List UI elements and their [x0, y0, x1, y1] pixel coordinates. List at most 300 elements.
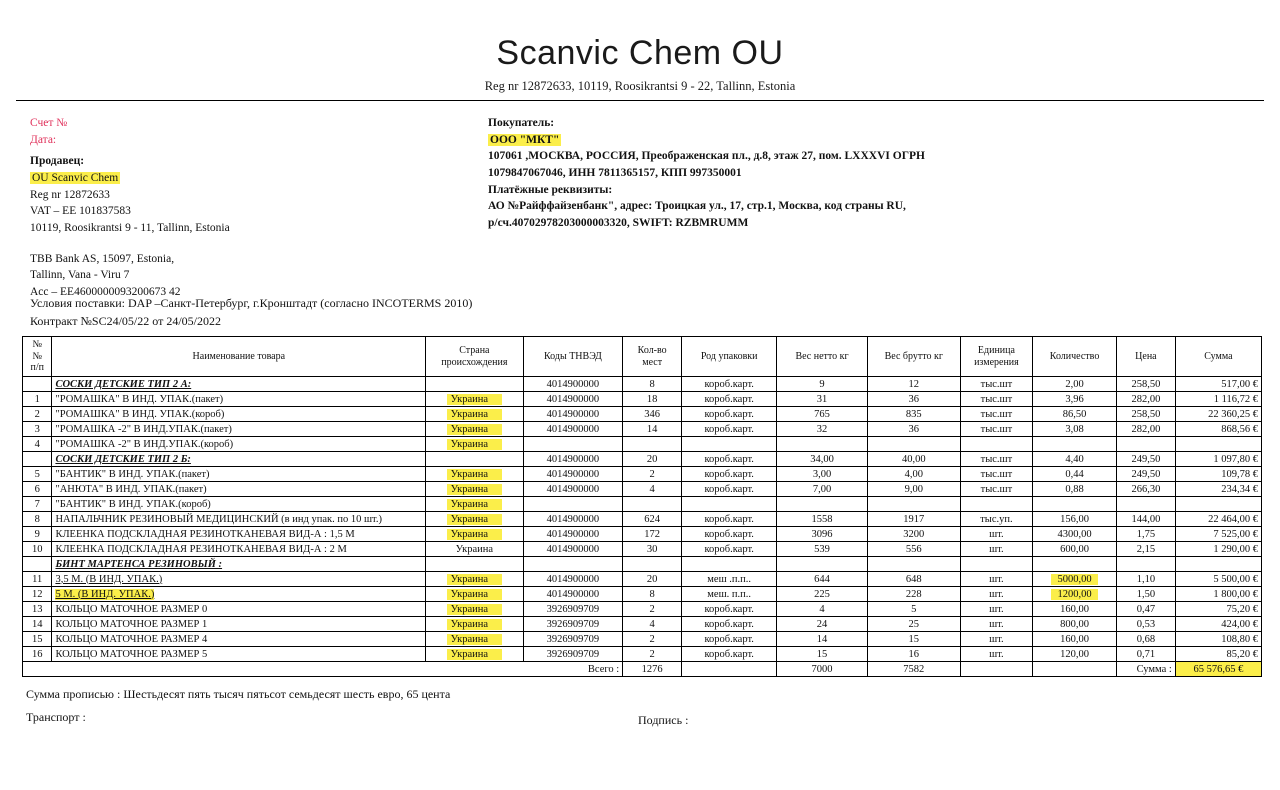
cell-quantity — [1033, 497, 1117, 512]
cell-quantity: 0,88 — [1033, 482, 1117, 497]
cell-price — [1116, 557, 1175, 572]
cell-price: 249,50 — [1116, 467, 1175, 482]
cell-price: 249,50 — [1116, 452, 1175, 467]
cell-sum: 5 500,00 € — [1175, 572, 1261, 587]
table-row — [23, 587, 1262, 602]
cell-net-weight — [777, 497, 868, 512]
cell-no — [23, 452, 52, 467]
table-row — [23, 572, 1262, 587]
cell-gross-weight: 228 — [867, 587, 960, 602]
cell-package — [682, 497, 777, 512]
cell-package: короб.карт. — [682, 392, 777, 407]
cell-gross-weight: 9,00 — [867, 482, 960, 497]
cell-package: короб.карт. — [682, 542, 777, 557]
table-row — [23, 452, 1262, 467]
cell-unit: тыс.шт — [960, 407, 1032, 422]
seller-column — [30, 115, 460, 301]
cell-quantity: 86,50 — [1033, 407, 1117, 422]
cell-country: Украина — [426, 422, 523, 437]
cell-package: короб.карт. — [682, 647, 777, 662]
cell-places: 4 — [623, 617, 682, 632]
cell-places: 346 — [623, 407, 682, 422]
cell-country: Украина — [426, 392, 523, 407]
cell-quantity: 800,00 — [1033, 617, 1117, 632]
cell-name: БИНТ МАРТЕНСА РЕЗИНОВЫЙ : — [52, 557, 426, 572]
cell-quantity: 0,44 — [1033, 467, 1117, 482]
table-row — [23, 632, 1262, 647]
cell-sum — [1175, 437, 1261, 452]
cell-no: 16 — [23, 647, 52, 662]
cell-name: "АНЮТА" В ИНД. УПАК.(пакет) — [52, 482, 426, 497]
cell-hs-code — [523, 437, 623, 452]
cell-sum: 1 116,72 € — [1175, 392, 1261, 407]
cell-quantity: 5000,00 — [1033, 572, 1117, 587]
cell-unit — [960, 437, 1032, 452]
cell-net-weight: 225 — [777, 587, 868, 602]
totals-places: 1276 — [623, 662, 682, 677]
parties-block — [0, 115, 1280, 299]
cell-no: 11 — [23, 572, 52, 587]
cell-gross-weight: 36 — [867, 422, 960, 437]
table-header-row — [23, 337, 1262, 377]
col-name: Наименование товара — [52, 337, 426, 377]
cell-quantity: 160,00 — [1033, 602, 1117, 617]
cell-sum: 108,80 € — [1175, 632, 1261, 647]
cell-hs-code: 4014900000 — [523, 392, 623, 407]
cell-price: 1,10 — [1116, 572, 1175, 587]
cell-quantity: 3,96 — [1033, 392, 1117, 407]
cell-package: короб.карт. — [682, 512, 777, 527]
cell-no — [23, 377, 52, 392]
cell-gross-weight: 40,00 — [867, 452, 960, 467]
seller-address: 10119, Roosikrantsi 9 - 11, Tallinn, Estonia — [30, 222, 230, 235]
cell-country: Украина — [426, 632, 523, 647]
seller-name: OU Scanvic Chem — [32, 172, 119, 185]
cell-price: 2,15 — [1116, 542, 1175, 557]
cell-price: 266,30 — [1116, 482, 1175, 497]
col-sum: Сумма — [1175, 337, 1261, 377]
cell-quantity — [1033, 557, 1117, 572]
table-row — [23, 422, 1262, 437]
cell-country — [426, 452, 523, 467]
cell-places: 4 — [623, 482, 682, 497]
cell-places: 172 — [623, 527, 682, 542]
cell-name: 3,5 М. (В ИНД. УПАК.) — [52, 572, 426, 587]
cell-unit: шт. — [960, 632, 1032, 647]
cell-gross-weight: 1917 — [867, 512, 960, 527]
cell-name: КОЛЬЦО МАТОЧНОЕ РАЗМЕР 4 — [52, 632, 426, 647]
cell-no: 7 — [23, 497, 52, 512]
table-row — [23, 407, 1262, 422]
cell-country: Украина — [426, 482, 523, 497]
cell-hs-code: 4014900000 — [523, 467, 623, 482]
cell-name: "БАНТИК" В ИНД. УПАК.(короб) — [52, 497, 426, 512]
cell-name: КЛЕЕНКА ПОДСКЛАДНАЯ РЕЗИНОТКАНЕВАЯ ВИД-А : 1,5 М — [52, 527, 426, 542]
cell-price — [1116, 497, 1175, 512]
cell-unit: шт. — [960, 527, 1032, 542]
cell-name: "РОМАШКА -2" В ИНД.УПАК.(короб) — [52, 437, 426, 452]
cell-country: Украина — [426, 617, 523, 632]
cell-gross-weight — [867, 437, 960, 452]
cell-price — [1116, 437, 1175, 452]
cell-name: КЛЕЕНКА ПОДСКЛАДНАЯ РЕЗИНОТКАНЕВАЯ ВИД-А : 2 М — [52, 542, 426, 557]
cell-gross-weight: 15 — [867, 632, 960, 647]
col-unit: Единица измерения — [960, 337, 1032, 377]
cell-package — [682, 437, 777, 452]
cell-net-weight: 14 — [777, 632, 868, 647]
cell-no: 10 — [23, 542, 52, 557]
seller-name-row — [30, 170, 460, 187]
cell-places: 20 — [623, 452, 682, 467]
buyer-name-row — [488, 132, 1248, 149]
cell-country: Украина — [426, 437, 523, 452]
buyer-bank-line-1: АО №Райффайзенбанк", адрес: Троицкая ул., 17, стр.1, Москва, код страны RU, — [488, 200, 906, 213]
cell-net-weight: 32 — [777, 422, 868, 437]
cell-no: 3 — [23, 422, 52, 437]
cell-gross-weight: 835 — [867, 407, 960, 422]
cell-quantity: 156,00 — [1033, 512, 1117, 527]
cell-sum: 22 464,00 € — [1175, 512, 1261, 527]
cell-price: 0,68 — [1116, 632, 1175, 647]
cell-price: 0,47 — [1116, 602, 1175, 617]
table-row — [23, 437, 1262, 452]
cell-hs-code — [523, 497, 623, 512]
col-price: Цена — [1116, 337, 1175, 377]
cell-sum: 85,20 € — [1175, 647, 1261, 662]
table-row — [23, 392, 1262, 407]
cell-quantity: 120,00 — [1033, 647, 1117, 662]
cell-name: КОЛЬЦО МАТОЧНОЕ РАЗМЕР 5 — [52, 647, 426, 662]
cell-net-weight — [777, 557, 868, 572]
buyer-address: 107061 ,МОСКВА, РОССИЯ, Преображенская пл., д.8, этаж 27, пом. LXXXVI ОГРН — [488, 150, 925, 163]
cell-country: Украина — [426, 587, 523, 602]
cell-package: короб.карт. — [682, 482, 777, 497]
table-row — [23, 467, 1262, 482]
cell-unit: тыс.шт — [960, 392, 1032, 407]
col-quantity: Количество — [1033, 337, 1117, 377]
cell-places: 8 — [623, 587, 682, 602]
cell-places: 2 — [623, 602, 682, 617]
cell-net-weight: 1558 — [777, 512, 868, 527]
cell-gross-weight — [867, 497, 960, 512]
table-row — [23, 647, 1262, 662]
cell-hs-code — [523, 557, 623, 572]
cell-price: 282,00 — [1116, 392, 1175, 407]
totals-net: 7000 — [777, 662, 868, 677]
invoice-date-label: Дата: — [30, 133, 57, 146]
cell-price: 144,00 — [1116, 512, 1175, 527]
col-country: Страна происхождения — [426, 337, 523, 377]
cell-net-weight: 644 — [777, 572, 868, 587]
cell-gross-weight: 5 — [867, 602, 960, 617]
cell-places — [623, 497, 682, 512]
cell-places: 20 — [623, 572, 682, 587]
cell-price: 258,50 — [1116, 377, 1175, 392]
cell-country — [426, 377, 523, 392]
cell-unit: тыс.уп. — [960, 512, 1032, 527]
buyer-payment-label: Платёжные реквизиты: — [488, 183, 613, 196]
cell-country: Украина — [426, 527, 523, 542]
table-row — [23, 527, 1262, 542]
cell-quantity: 2,00 — [1033, 377, 1117, 392]
cell-name: СОСКИ ДЕТСКИЕ ТИП 2 Б: — [52, 452, 426, 467]
contract-reference: Контракт №SC24/05/22 от 24/05/2022 — [30, 314, 222, 328]
cell-hs-code: 4014900000 — [523, 542, 623, 557]
cell-hs-code: 4014900000 — [523, 512, 623, 527]
table-row — [23, 377, 1262, 392]
cell-hs-code: 3926909709 — [523, 602, 623, 617]
items-table-wrapper — [22, 336, 1262, 677]
cell-unit: шт. — [960, 572, 1032, 587]
cell-name: "БАНТИК" В ИНД. УПАК.(пакет) — [52, 467, 426, 482]
cell-unit: шт. — [960, 542, 1032, 557]
cell-no: 6 — [23, 482, 52, 497]
cell-quantity: 4,40 — [1033, 452, 1117, 467]
cell-quantity: 1200,00 — [1033, 587, 1117, 602]
cell-unit — [960, 557, 1032, 572]
invoice-page — [0, 34, 1280, 790]
seller-reg: Reg nr 12872633 — [30, 188, 110, 201]
cell-price: 0,71 — [1116, 647, 1175, 662]
cell-net-weight: 7,00 — [777, 482, 868, 497]
cell-country: Украина — [426, 512, 523, 527]
cell-hs-code: 3926909709 — [523, 617, 623, 632]
cell-no: 15 — [23, 632, 52, 647]
cell-places: 2 — [623, 632, 682, 647]
company-title: Scanvic Chem OU — [496, 34, 784, 72]
totals-sum-value: 65 576,65 € — [1175, 662, 1261, 677]
cell-hs-code: 4014900000 — [523, 527, 623, 542]
cell-places: 624 — [623, 512, 682, 527]
col-gross-weight: Вес брутто кг — [867, 337, 960, 377]
cell-country: Украина — [426, 572, 523, 587]
cell-places: 30 — [623, 542, 682, 557]
cell-no: 5 — [23, 467, 52, 482]
cell-net-weight: 539 — [777, 542, 868, 557]
cell-hs-code: 3926909709 — [523, 647, 623, 662]
invoice-number-label: Счет № — [30, 117, 68, 129]
cell-price: 1,50 — [1116, 587, 1175, 602]
cell-gross-weight: 648 — [867, 572, 960, 587]
col-no: № № п/п — [23, 337, 52, 377]
cell-unit: шт. — [960, 602, 1032, 617]
cell-gross-weight: 12 — [867, 377, 960, 392]
cell-package: короб.карт. — [682, 467, 777, 482]
cell-country: Украина — [426, 647, 523, 662]
cell-places: 2 — [623, 647, 682, 662]
totals-row — [23, 662, 1262, 677]
cell-hs-code: 3926909709 — [523, 632, 623, 647]
buyer-column — [488, 115, 1248, 232]
cell-quantity — [1033, 437, 1117, 452]
totals-gross: 7582 — [867, 662, 960, 677]
buyer-bank-line-2: р/сч.40702978203000003320, SWIFT: RZBMRUMM — [488, 217, 749, 230]
cell-hs-code: 4014900000 — [523, 482, 623, 497]
cell-name: 5 М. (В ИНД. УПАК.) — [52, 587, 426, 602]
cell-package: меш. п.п.. — [682, 587, 777, 602]
cell-package: короб.карт. — [682, 632, 777, 647]
cell-package: короб.карт. — [682, 407, 777, 422]
cell-country: Украина — [426, 467, 523, 482]
col-package: Род упаковки — [682, 337, 777, 377]
cell-places: 14 — [623, 422, 682, 437]
cell-package: короб.карт. — [682, 602, 777, 617]
items-table-body — [23, 377, 1262, 662]
cell-name: "РОМАШКА" В ИНД. УПАК.(пакет) — [52, 392, 426, 407]
cell-net-weight: 765 — [777, 407, 868, 422]
cell-package: короб.карт. — [682, 377, 777, 392]
cell-net-weight: 3096 — [777, 527, 868, 542]
cell-package — [682, 557, 777, 572]
cell-sum: 424,00 € — [1175, 617, 1261, 632]
cell-net-weight: 31 — [777, 392, 868, 407]
cell-unit: шт. — [960, 587, 1032, 602]
cell-gross-weight: 16 — [867, 647, 960, 662]
cell-hs-code: 4014900000 — [523, 422, 623, 437]
table-row — [23, 602, 1262, 617]
cell-quantity: 4300,00 — [1033, 527, 1117, 542]
cell-no: 2 — [23, 407, 52, 422]
cell-quantity: 3,08 — [1033, 422, 1117, 437]
totals-label: Всего : — [23, 662, 623, 677]
items-table — [22, 336, 1262, 677]
cell-net-weight: 3,00 — [777, 467, 868, 482]
cell-name: КОЛЬЦО МАТОЧНОЕ РАЗМЕР 1 — [52, 617, 426, 632]
cell-places — [623, 437, 682, 452]
cell-hs-code: 4014900000 — [523, 587, 623, 602]
cell-no: 4 — [23, 437, 52, 452]
cell-name: КОЛЬЦО МАТОЧНОЕ РАЗМЕР 0 — [52, 602, 426, 617]
cell-unit: тыс.шт — [960, 452, 1032, 467]
cell-country: Украина — [426, 497, 523, 512]
table-row — [23, 617, 1262, 632]
cell-price: 0,53 — [1116, 617, 1175, 632]
cell-places: 2 — [623, 467, 682, 482]
cell-sum: 1 800,00 € — [1175, 587, 1261, 602]
seller-bank-line-1: TBB Bank AS, 15097, Estonia, — [30, 252, 175, 265]
cell-net-weight: 9 — [777, 377, 868, 392]
cell-name: НАПАЛЬЧНИК РЕЗИНОВЫЙ МЕДИЦИНСКИЙ (в инд упак. по 10 шт.) — [52, 512, 426, 527]
cell-unit: тыс.шт — [960, 377, 1032, 392]
seller-label: Продавец: — [30, 155, 85, 168]
cell-name: "РОМАШКА" В ИНД. УПАК.(короб) — [52, 407, 426, 422]
seller-bank-line-2: Tallinn, Vana - Viru 7 — [30, 269, 130, 282]
table-row — [23, 512, 1262, 527]
cell-unit: тыс.шт — [960, 467, 1032, 482]
cell-quantity: 600,00 — [1033, 542, 1117, 557]
cell-net-weight: 24 — [777, 617, 868, 632]
cell-country: Украина — [426, 602, 523, 617]
buyer-name: ООО "МКТ" — [490, 133, 560, 146]
table-row — [23, 482, 1262, 497]
cell-sum: 517,00 € — [1175, 377, 1261, 392]
col-net-weight: Вес нетто кг — [777, 337, 868, 377]
seller-bank-account: Acc – EE4600000093200673 42 — [30, 286, 181, 299]
company-registration: Reg nr 12872633, 10119, Roosikrantsi 9 - 22, Tallinn, Estonia — [484, 79, 796, 93]
cell-sum — [1175, 497, 1261, 512]
cell-unit: шт. — [960, 647, 1032, 662]
cell-package: короб.карт. — [682, 452, 777, 467]
cell-price: 258,50 — [1116, 407, 1175, 422]
cell-no — [23, 557, 52, 572]
cell-gross-weight — [867, 557, 960, 572]
cell-name: СОСКИ ДЕТСКИЕ ТИП 2 А: — [52, 377, 426, 392]
cell-no: 12 — [23, 587, 52, 602]
cell-package: короб.карт. — [682, 527, 777, 542]
cell-gross-weight: 4,00 — [867, 467, 960, 482]
amount-in-words: Сумма прописью : Шестьдесят пять тысяч пятьсот семьдесят шесть евро, 65 цента — [26, 687, 451, 701]
items-table-foot — [23, 662, 1262, 677]
cell-country: Украина — [426, 407, 523, 422]
cell-package: короб.карт. — [682, 422, 777, 437]
buyer-label: Покупатель: — [488, 117, 555, 129]
table-row — [23, 497, 1262, 512]
seller-vat: VAT – EE 101837583 — [30, 205, 131, 218]
cell-hs-code: 4014900000 — [523, 407, 623, 422]
cell-sum — [1175, 557, 1261, 572]
cell-gross-weight: 556 — [867, 542, 960, 557]
table-row — [23, 542, 1262, 557]
cell-price: 1,75 — [1116, 527, 1175, 542]
cell-no: 14 — [23, 617, 52, 632]
cell-sum: 234,34 € — [1175, 482, 1261, 497]
cell-gross-weight: 25 — [867, 617, 960, 632]
cell-sum: 1 290,00 € — [1175, 542, 1261, 557]
signature-label: Подпись : — [638, 713, 689, 727]
cell-gross-weight: 3200 — [867, 527, 960, 542]
cell-unit — [960, 497, 1032, 512]
cell-hs-code: 4014900000 — [523, 572, 623, 587]
buyer-ogrn-inn-kpp: 1079847067046, ИНН 7811365157, КПП 997350001 — [488, 167, 742, 180]
cell-hs-code: 4014900000 — [523, 377, 623, 392]
table-row — [23, 557, 1262, 572]
cell-price: 282,00 — [1116, 422, 1175, 437]
items-table-head — [23, 337, 1262, 377]
cell-package: меш .п.п.. — [682, 572, 777, 587]
cell-sum: 868,56 € — [1175, 422, 1261, 437]
cell-country — [426, 557, 523, 572]
cell-sum: 22 360,25 € — [1175, 407, 1261, 422]
cell-no: 1 — [23, 392, 52, 407]
delivery-terms: Условия поставки: DAP –Санкт-Петербург, г.Кронштадт (согласно INCOTERMS 2010) — [30, 296, 473, 310]
cell-unit: шт. — [960, 617, 1032, 632]
cell-package: короб.карт. — [682, 617, 777, 632]
cell-hs-code: 4014900000 — [523, 452, 623, 467]
cell-places: 18 — [623, 392, 682, 407]
transport-label: Транспорт : — [26, 709, 86, 724]
cell-unit: тыс.шт — [960, 422, 1032, 437]
cell-net-weight: 15 — [777, 647, 868, 662]
cell-sum: 1 097,80 € — [1175, 452, 1261, 467]
col-hs-code: Коды ТНВЭД — [523, 337, 623, 377]
col-places: Кол-во мест — [623, 337, 682, 377]
cell-sum: 109,78 € — [1175, 467, 1261, 482]
cell-no: 9 — [23, 527, 52, 542]
cell-quantity: 160,00 — [1033, 632, 1117, 647]
totals-sum-label: Сумма : — [1116, 662, 1175, 677]
cell-net-weight — [777, 437, 868, 452]
header-divider — [16, 100, 1264, 101]
cell-name: "РОМАШКА -2" В ИНД.УПАК.(пакет) — [52, 422, 426, 437]
cell-unit: тыс.шт — [960, 482, 1032, 497]
cell-net-weight: 4 — [777, 602, 868, 617]
cell-no: 8 — [23, 512, 52, 527]
cell-gross-weight: 36 — [867, 392, 960, 407]
cell-places — [623, 557, 682, 572]
cell-no: 13 — [23, 602, 52, 617]
cell-country: Украина — [426, 542, 523, 557]
cell-sum: 75,20 € — [1175, 602, 1261, 617]
